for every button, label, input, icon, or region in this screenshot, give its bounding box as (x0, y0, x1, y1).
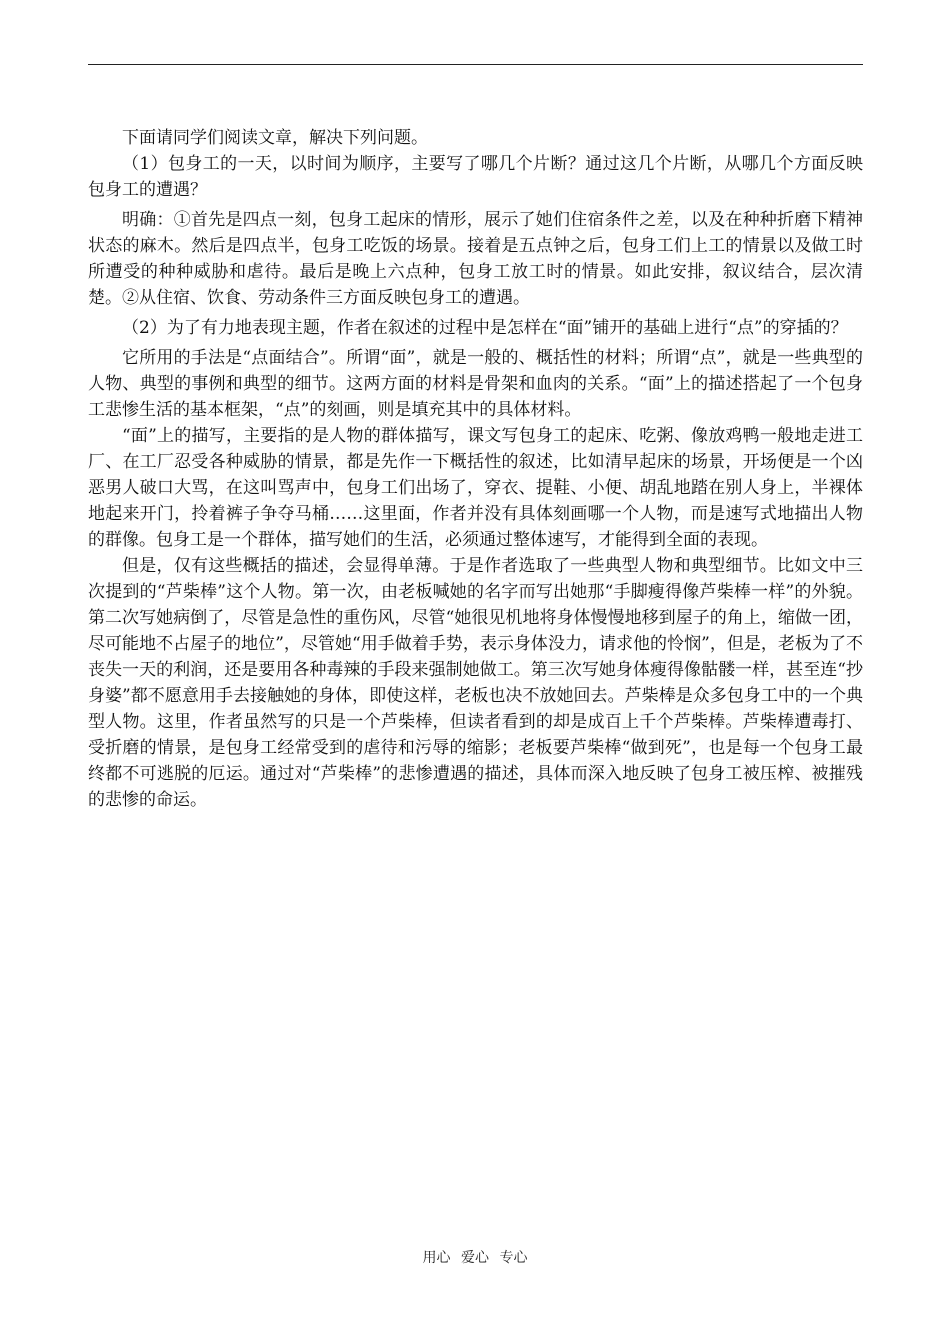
document-body (88, 125, 863, 813)
answer-2-paragraph-2: “面”上的描写，主要指的是人物的群体描写，课文写包身工的起床、吃粥、像放鸡鸭一般地走进工厂、在工厂忍受各种威胁的情景，都是先作一下概括性的叙述，比如清早起床的场景，开场便是一个凶恶男人破口大骂，在这叫骂声中，包身工们出场了，穿衣、提鞋、小便、胡乱地踏在别人身上，半裸体地起来开门，拎着裤子争夺马桶……这里面，作者并没有具体刻画哪一个人物，而是速写式地描出人物的群像。包身工是一个群体，描写她们的生活，必须通过整体速写，才能得到全面的表现。 (88, 426, 863, 550)
header-rule (88, 64, 863, 65)
answer-1: 明确：①首先是四点一刻，包身工起床的情形，展示了她们住宿条件之差，以及在种种折磨下精神状态的麻木。然后是四点半，包身工吃饭的场景。接着是五点钟之后，包身工们上工的情景以及做工时所遭受的种种威胁和虐待。最后是晚上六点种，包身工放工时的情景。如此安排，叙议结合，层次清楚。②从住宿、饮食、劳动条件三方面反映包身工的遭遇。 (88, 210, 863, 308)
question-2: （2）为了有力地表现主题，作者在叙述的过程中是怎样在“面”铺开的基础上进行“点”的穿插的？ (122, 318, 848, 338)
answer-2-paragraph-3: 但是，仅有这些概括的描述，会显得单薄。于是作者选取了一些典型人物和典型细节。比如文中三次提到的“芦柴棒”这个人物。第一次，由老板喊她的名字而写出她那“手脚瘦得像芦柴棒一样”的外貌。第二次写她病倒了，尽管是急性的重伤风，尽管“她很见机地将身体慢慢地移到屋子的角上，缩做一团，尽可能地不占屋子的地位”，尽管她“用手做着手势，表示身体没力，请求他的怜悯”，但是，老板为了不丧失一天的利润，还是要用各种毒辣的手段来强制她做工。第三次写她身体瘦得像骷髅一样，甚至连“抄身婆”都不愿意用手去接触她的身体，即使这样，老板也决不放她回去。芦柴棒是众多包身工中的一个典型人物。这里，作者虽然写的只是一个芦柴棒，但读者看到的却是成百上千个芦柴棒。芦柴棒遭毒打、受折磨的情景，是包身工经常受到的虐待和污辱的缩影；老板要芦柴棒“做到死”，也是每一个包身工最终都不可逃脱的厄运。通过对“芦柴棒”的悲惨遭遇的描述，具体而深入地反映了包身工被压榨、被摧残的悲惨的命运。 (88, 556, 863, 810)
answer-2-paragraph-1: 它所用的手法是“点面结合”。所谓“面”，就是一般的、概括性的材料；所谓“点”，就是一些典型的人物、典型的事例和典型的细节。这两方面的材料是骨架和血肉的关系。“面”上的描述搭起了一个包身工悲惨生活的基本框架，“点”的刻画，则是填充其中的具体材料。 (88, 348, 863, 420)
question-1: （1）包身工的一天，以时间为顺序，主要写了哪几个片断？通过这几个片断，从哪几个方面反映包身工的遭遇？ (88, 154, 863, 200)
page-footer: 用心 爱心 专心 (422, 1250, 528, 1266)
intro-paragraph: 下面请同学们阅读文章，解决下列问题。 (122, 128, 428, 148)
